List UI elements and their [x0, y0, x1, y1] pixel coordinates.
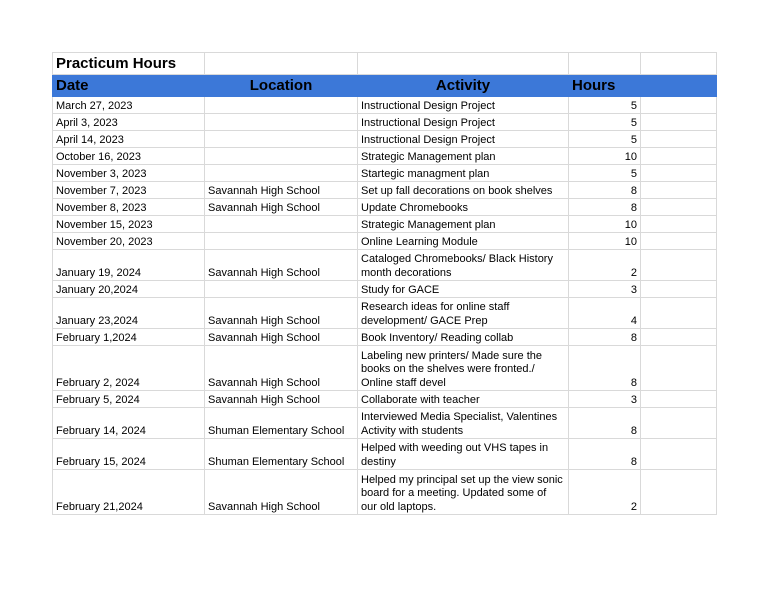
- activity-cell[interactable]: Online Learning Module: [358, 233, 569, 250]
- empty-cell[interactable]: [641, 182, 717, 199]
- title-row: [53, 53, 717, 75]
- date-cell[interactable]: February 15, 2024: [53, 439, 205, 470]
- activity-cell[interactable]: Helped with weeding out VHS tapes in destiny: [358, 439, 569, 470]
- table-row: [53, 391, 717, 408]
- activity-cell[interactable]: Cataloged Chromebooks/ Black History month decorations: [358, 250, 569, 281]
- table-row: [53, 298, 717, 329]
- table-row: [53, 199, 717, 216]
- date-cell[interactable]: November 7, 2023: [53, 182, 205, 199]
- table-row: [53, 329, 717, 346]
- location-cell[interactable]: [205, 216, 358, 233]
- date-cell[interactable]: February 14, 2024: [53, 408, 205, 439]
- location-cell[interactable]: Savannah High School: [205, 329, 358, 346]
- empty-cell[interactable]: [569, 53, 641, 75]
- empty-cell[interactable]: [205, 53, 358, 75]
- hours-cell[interactable]: 8: [569, 346, 641, 391]
- empty-cell[interactable]: [641, 233, 717, 250]
- empty-cell[interactable]: [641, 470, 717, 515]
- table-row: [53, 97, 717, 114]
- date-cell[interactable]: January 23,2024: [53, 298, 205, 329]
- location-cell[interactable]: [205, 165, 358, 182]
- sheet-title[interactable]: Practicum Hours: [53, 53, 205, 75]
- table-row: [53, 165, 717, 182]
- hours-cell[interactable]: 10: [569, 216, 641, 233]
- activity-cell[interactable]: Book Inventory/ Reading collab: [358, 329, 569, 346]
- empty-cell[interactable]: [641, 439, 717, 470]
- table-row: [53, 182, 717, 199]
- table-row: [53, 114, 717, 131]
- location-cell[interactable]: Shuman Elementary School: [205, 439, 358, 470]
- empty-cell[interactable]: [641, 346, 717, 391]
- empty-cell[interactable]: [641, 131, 717, 148]
- hours-cell[interactable]: 5: [569, 165, 641, 182]
- empty-cell[interactable]: [641, 53, 717, 75]
- activity-cell[interactable]: Labeling new printers/ Made sure the books on the shelves were fronted./ Online staff devel: [358, 346, 569, 391]
- hours-cell[interactable]: 8: [569, 329, 641, 346]
- date-cell[interactable]: February 21,2024: [53, 470, 205, 515]
- activity-cell[interactable]: Helped my principal set up the view sonic board for a meeting. Updated some of our old laptops.: [358, 470, 569, 515]
- location-cell[interactable]: Savannah High School: [205, 199, 358, 216]
- hours-cell[interactable]: 3: [569, 281, 641, 298]
- empty-cell[interactable]: [641, 408, 717, 439]
- table-row: [53, 131, 717, 148]
- hours-cell[interactable]: 5: [569, 114, 641, 131]
- header-hours[interactable]: Hours: [569, 75, 641, 97]
- header-row: [53, 75, 717, 97]
- hours-cell[interactable]: 5: [569, 97, 641, 114]
- date-cell[interactable]: April 14, 2023: [53, 131, 205, 148]
- date-cell[interactable]: January 19, 2024: [53, 250, 205, 281]
- activity-cell[interactable]: Research ideas for online staff development/ GACE Prep: [358, 298, 569, 329]
- hours-cell[interactable]: 5: [569, 131, 641, 148]
- empty-cell[interactable]: [641, 148, 717, 165]
- empty-cell[interactable]: [641, 298, 717, 329]
- table-row: [53, 250, 717, 281]
- table-row: [53, 233, 717, 250]
- activity-cell[interactable]: Strategic Management plan: [358, 216, 569, 233]
- location-cell[interactable]: Savannah High School: [205, 470, 358, 515]
- activity-cell[interactable]: Instructional Design Project: [358, 97, 569, 114]
- table-row: [53, 281, 717, 298]
- location-cell[interactable]: [205, 114, 358, 131]
- location-cell[interactable]: Shuman Elementary School: [205, 408, 358, 439]
- date-cell[interactable]: November 3, 2023: [53, 165, 205, 182]
- empty-cell[interactable]: [641, 165, 717, 182]
- table-row: [53, 470, 717, 515]
- header-empty[interactable]: [641, 75, 717, 97]
- activity-cell[interactable]: Update Chromebooks: [358, 199, 569, 216]
- location-cell[interactable]: [205, 148, 358, 165]
- empty-cell[interactable]: [641, 97, 717, 114]
- activity-cell[interactable]: Collaborate with teacher: [358, 391, 569, 408]
- activity-cell[interactable]: Set up fall decorations on book shelves: [358, 182, 569, 199]
- header-date[interactable]: Date: [53, 75, 205, 97]
- hours-cell[interactable]: 3: [569, 391, 641, 408]
- date-cell[interactable]: November 15, 2023: [53, 216, 205, 233]
- activity-cell[interactable]: Interviewed Media Specialist, Valentines Activity with students: [358, 408, 569, 439]
- date-cell[interactable]: November 20, 2023: [53, 233, 205, 250]
- practicum-hours-table: [52, 52, 717, 515]
- hours-cell[interactable]: 10: [569, 233, 641, 250]
- location-cell[interactable]: [205, 131, 358, 148]
- location-cell[interactable]: Savannah High School: [205, 298, 358, 329]
- activity-cell[interactable]: Instructional Design Project: [358, 131, 569, 148]
- table-row: [53, 346, 717, 391]
- hours-cell[interactable]: 8: [569, 408, 641, 439]
- hours-cell[interactable]: 8: [569, 439, 641, 470]
- date-cell[interactable]: February 5, 2024: [53, 391, 205, 408]
- empty-cell[interactable]: [641, 199, 717, 216]
- hours-cell[interactable]: 8: [569, 199, 641, 216]
- table-row: [53, 408, 717, 439]
- header-activity[interactable]: Activity: [358, 75, 569, 97]
- date-cell[interactable]: February 1,2024: [53, 329, 205, 346]
- activity-cell[interactable]: Strategic Management plan: [358, 148, 569, 165]
- hours-cell[interactable]: 2: [569, 470, 641, 515]
- location-cell[interactable]: Savannah High School: [205, 346, 358, 391]
- empty-cell[interactable]: [641, 216, 717, 233]
- table-row: [53, 148, 717, 165]
- date-cell[interactable]: October 16, 2023: [53, 148, 205, 165]
- location-cell[interactable]: Savannah High School: [205, 391, 358, 408]
- date-cell[interactable]: November 8, 2023: [53, 199, 205, 216]
- table-row: [53, 439, 717, 470]
- header-location[interactable]: Location: [205, 75, 358, 97]
- date-cell[interactable]: April 3, 2023: [53, 114, 205, 131]
- hours-cell[interactable]: 10: [569, 148, 641, 165]
- empty-cell[interactable]: [641, 329, 717, 346]
- empty-cell[interactable]: [358, 53, 569, 75]
- empty-cell[interactable]: [641, 114, 717, 131]
- location-cell[interactable]: [205, 97, 358, 114]
- location-cell[interactable]: [205, 233, 358, 250]
- activity-cell[interactable]: Study for GACE: [358, 281, 569, 298]
- activity-cell[interactable]: Startegic managment plan: [358, 165, 569, 182]
- location-cell[interactable]: Savannah High School: [205, 250, 358, 281]
- table-row: [53, 216, 717, 233]
- date-cell[interactable]: February 2, 2024: [53, 346, 205, 391]
- activity-cell[interactable]: Instructional Design Project: [358, 114, 569, 131]
- hours-cell[interactable]: 4: [569, 298, 641, 329]
- location-cell[interactable]: [205, 281, 358, 298]
- location-cell[interactable]: Savannah High School: [205, 182, 358, 199]
- empty-cell[interactable]: [641, 250, 717, 281]
- hours-cell[interactable]: 8: [569, 182, 641, 199]
- date-cell[interactable]: January 20,2024: [53, 281, 205, 298]
- date-cell[interactable]: March 27, 2023: [53, 97, 205, 114]
- hours-cell[interactable]: 2: [569, 250, 641, 281]
- empty-cell[interactable]: [641, 391, 717, 408]
- empty-cell[interactable]: [641, 281, 717, 298]
